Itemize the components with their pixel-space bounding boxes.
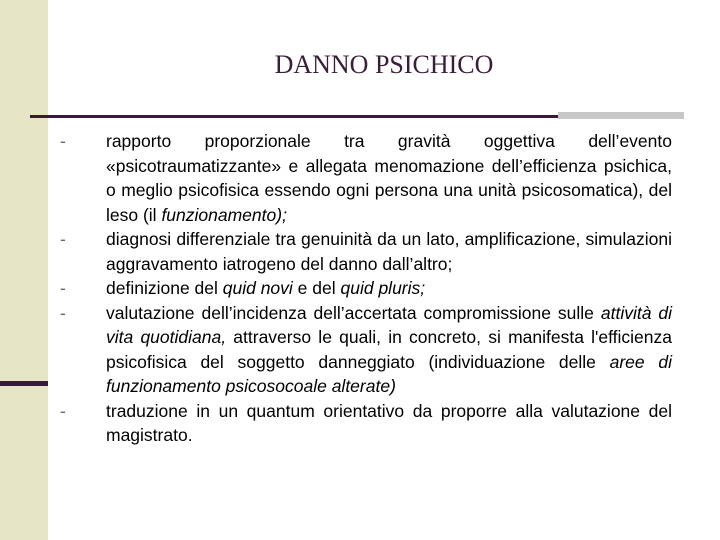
list-item bbox=[60, 129, 672, 227]
text-segment: definizione del bbox=[106, 278, 223, 298]
list-item bbox=[60, 276, 672, 301]
text-segment: traduzione in un quantum orientativo da proporre alla valutazione del magistrato. bbox=[106, 400, 672, 445]
bullet-dash: - bbox=[60, 400, 66, 421]
title-underline bbox=[30, 115, 558, 118]
list-item-text bbox=[106, 399, 672, 448]
list-item bbox=[60, 399, 672, 448]
list-item bbox=[60, 227, 672, 276]
list-item-text bbox=[106, 129, 672, 227]
side-band bbox=[0, 0, 48, 540]
slide-title: DANNO PSICHICO bbox=[274, 50, 494, 79]
bullet-dash: - bbox=[60, 131, 66, 151]
text-segment-italic: funzionamento); bbox=[161, 204, 287, 225]
text-segment-italic: aree di funzionamento psicosocoale alterate) bbox=[106, 351, 672, 396]
bullet-dash: - bbox=[60, 302, 66, 323]
list-item-text bbox=[106, 276, 672, 301]
text-segment-italic: attività di vita quotidiana, bbox=[106, 302, 673, 347]
side-accent-bar bbox=[0, 381, 48, 386]
list-item-text bbox=[106, 227, 672, 276]
text-segment-italic: quid pluris; bbox=[340, 278, 426, 298]
list-item bbox=[60, 301, 672, 399]
title-underline-accent bbox=[558, 112, 684, 119]
list-item-text bbox=[106, 301, 672, 399]
text-segment: valutazione dell’incidenza dell’accertata compromissione sulle bbox=[106, 302, 601, 323]
bullet-dash: - bbox=[60, 278, 66, 298]
text-segment: attraverso le quali, in concreto, si manifesta l'efficienza psicofisica del soggetto danneggiato (individuazione delle bbox=[106, 327, 672, 372]
text-segment-italic: quid novi bbox=[222, 278, 293, 298]
text-segment: rapporto proporzionale tra gravità oggettiva dell’evento «psicotraumatizzante» e allegata menomazione dell’efficienza psichica, o meglio psicofisica essendo ogni persona una unità psicosomatica), del leso (il bbox=[106, 131, 672, 225]
text-segment: e del bbox=[292, 278, 341, 298]
bullet-dash: - bbox=[60, 229, 66, 249]
text-segment: diagnosi differenziale tra genuinità da un lato, amplificazione, simulazioni aggravamento iatrogeno del danno dall’altro; bbox=[106, 229, 672, 274]
bullet-list bbox=[60, 129, 672, 448]
